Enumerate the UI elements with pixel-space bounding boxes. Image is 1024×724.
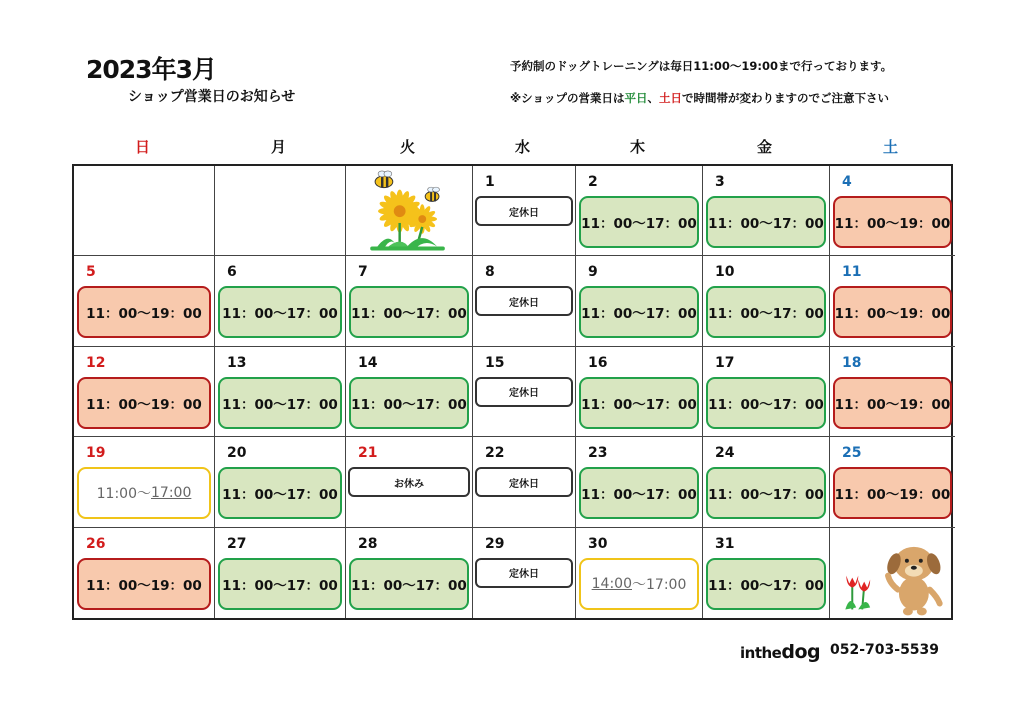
calendar-day-cell (215, 528, 346, 618)
calendar-day-cell (74, 256, 215, 346)
calendar-day-cell (830, 166, 955, 256)
weekday-header (72, 136, 953, 158)
weekday-hours-box: 11：00〜17：00 (706, 558, 826, 610)
calendar-day-cell (830, 256, 955, 346)
day-number: 13 (227, 354, 247, 371)
day-number: 23 (588, 445, 608, 462)
hours-notice-sep: 、 (647, 91, 659, 105)
calendar-day-cell (576, 256, 703, 346)
calendar-day-cell (703, 166, 830, 256)
calendar-grid (72, 164, 953, 620)
weekday-hours-box: 11：00〜17：00 (706, 377, 826, 429)
weekend-hours-box: 11：00〜19：00 (833, 377, 952, 429)
day-number: 5 (86, 264, 96, 281)
day-number: 11 (842, 264, 862, 281)
shop-phone: 052-703-5539 (830, 642, 940, 658)
calendar-day-cell (703, 256, 830, 346)
weekday-tue: 火 (399, 138, 415, 156)
hours-notice-weekday: 平日 (624, 91, 648, 105)
day-number: 26 (86, 535, 106, 552)
weekday-hours-box: 11：00〜17：00 (706, 196, 826, 248)
day-number: 24 (715, 445, 735, 462)
day-number: 15 (485, 354, 505, 371)
weekend-hours-box: 11：00〜19：00 (833, 286, 952, 338)
weekday-hours-box: 11：00〜17：00 (349, 286, 469, 338)
day-number: 27 (227, 535, 247, 552)
calendar-day-cell (346, 347, 473, 437)
day-number: 6 (227, 264, 237, 281)
weekday-hours-box: 11：00〜17：00 (579, 196, 699, 248)
day-number: 31 (715, 535, 735, 552)
weekday-hours-box: 11：00〜17：00 (706, 286, 826, 338)
hours-notice-suffix: で時間帯が変わりますのでご注意下さい (681, 91, 889, 105)
weekday-hours-box: 11：00〜17：00 (349, 377, 469, 429)
day-number: 1 (485, 174, 495, 190)
weekday-hours-box: 11：00〜17：00 (706, 467, 826, 519)
calendar-day-cell (215, 166, 346, 256)
day-number: 18 (842, 354, 862, 371)
calendar-day-cell (74, 166, 215, 256)
weekday-hours-box: 11：00〜17：00 (218, 558, 342, 610)
special-hours-box (579, 558, 699, 610)
day-number: 28 (358, 535, 378, 552)
calendar-day-cell (74, 528, 215, 618)
day-number: 25 (842, 445, 862, 462)
day-number: 21 (358, 445, 378, 462)
training-notice: 予約制のドッグトレーニングは毎日11:00〜19:00まで行っております。 (510, 59, 893, 73)
calendar-day-cell (576, 347, 703, 437)
day-number: 3 (715, 174, 725, 190)
closed-day-box: 定休日 (475, 286, 573, 316)
weekday-hours-box: 11：00〜17：00 (349, 558, 469, 610)
weekday-thu: 木 (629, 138, 645, 156)
calendar-day-cell (473, 166, 576, 256)
calendar-day-cell (74, 437, 215, 527)
day-number: 7 (358, 264, 368, 281)
day-number: 4 (842, 174, 852, 190)
weekend-hours-box: 11：00〜19：00 (77, 286, 211, 338)
special-hours-part: 〜17:00 (632, 576, 687, 593)
day-number: 9 (588, 264, 598, 281)
day-number: 2 (588, 174, 598, 190)
calendar-title: 2023年3月 (86, 55, 216, 84)
day-number: 29 (485, 535, 505, 552)
holiday-box: お休み (348, 467, 470, 497)
weekend-hours-box: 11：00〜19：00 (77, 558, 211, 610)
weekday-hours-box: 11：00〜17：00 (579, 286, 699, 338)
calendar-day-cell (215, 347, 346, 437)
shop-logo (740, 641, 820, 663)
calendar-day-cell (215, 256, 346, 346)
calendar-day-cell (703, 528, 830, 618)
hours-notice-prefix: ※ショップの営業日は (510, 91, 625, 105)
weekday-wed: 水 (514, 138, 530, 156)
day-number: 22 (485, 445, 505, 462)
logo-prefix: inthe (740, 644, 782, 662)
calendar-day-cell (576, 528, 703, 618)
weekday-hours-box: 11：00〜17：00 (579, 377, 699, 429)
calendar-day-cell (830, 347, 955, 437)
special-hours-part: 17:00 (151, 485, 192, 502)
day-number: 8 (485, 264, 495, 281)
closed-day-box: 定休日 (475, 377, 573, 407)
calendar-day-cell (473, 437, 576, 527)
dandelion-bees-icon (346, 166, 472, 255)
day-number: 30 (588, 535, 608, 552)
calendar-day-cell (703, 347, 830, 437)
weekend-hours-box: 11：00〜19：00 (77, 377, 211, 429)
calendar-day-cell (473, 528, 576, 618)
calendar-day-cell (473, 347, 576, 437)
calendar-day-cell (830, 528, 955, 618)
special-hours-box (77, 467, 211, 519)
logo-word: dog (781, 641, 821, 663)
closed-day-box: 定休日 (475, 558, 573, 588)
weekday-sun: 日 (134, 138, 150, 156)
closed-day-box: 定休日 (475, 196, 573, 226)
weekday-hours-box: 11：00〜17：00 (218, 286, 342, 338)
day-number: 17 (715, 354, 735, 371)
hours-notice-weekend: 土日 (658, 91, 682, 105)
calendar-day-cell (576, 166, 703, 256)
day-number: 14 (358, 354, 378, 371)
dog-tulips-icon (830, 528, 955, 618)
day-number: 20 (227, 445, 247, 462)
day-number: 19 (86, 445, 106, 462)
calendar-day-cell (576, 437, 703, 527)
closed-day-box: 定休日 (475, 467, 573, 497)
weekday-sat: 土 (882, 138, 898, 156)
day-number: 12 (86, 354, 106, 371)
calendar-day-cell (346, 437, 473, 527)
calendar-day-cell (830, 437, 955, 527)
calendar-day-cell (346, 256, 473, 346)
weekend-hours-box: 11：00〜19：00 (833, 467, 952, 519)
calendar-day-cell (215, 437, 346, 527)
day-number: 10 (715, 264, 735, 281)
calendar-day-cell (703, 437, 830, 527)
weekday-hours-box: 11：00〜17：00 (579, 467, 699, 519)
calendar-day-cell (346, 166, 473, 256)
weekday-hours-box: 11：00〜17：00 (218, 377, 342, 429)
calendar-subtitle: ショップ営業日のお知らせ (128, 89, 296, 105)
weekday-fri: 金 (756, 138, 772, 156)
calendar-day-cell (74, 347, 215, 437)
special-hours-part: 11:00〜 (96, 486, 151, 503)
calendar-day-cell (346, 528, 473, 618)
hours-notice (510, 90, 889, 106)
weekday-mon: 月 (270, 138, 286, 156)
day-number: 16 (588, 354, 608, 371)
weekday-hours-box: 11：00〜17：00 (218, 467, 342, 519)
weekend-hours-box: 11：00〜19：00 (833, 196, 952, 248)
special-hours-part: 14:00 (591, 575, 632, 592)
calendar-day-cell (473, 256, 576, 346)
